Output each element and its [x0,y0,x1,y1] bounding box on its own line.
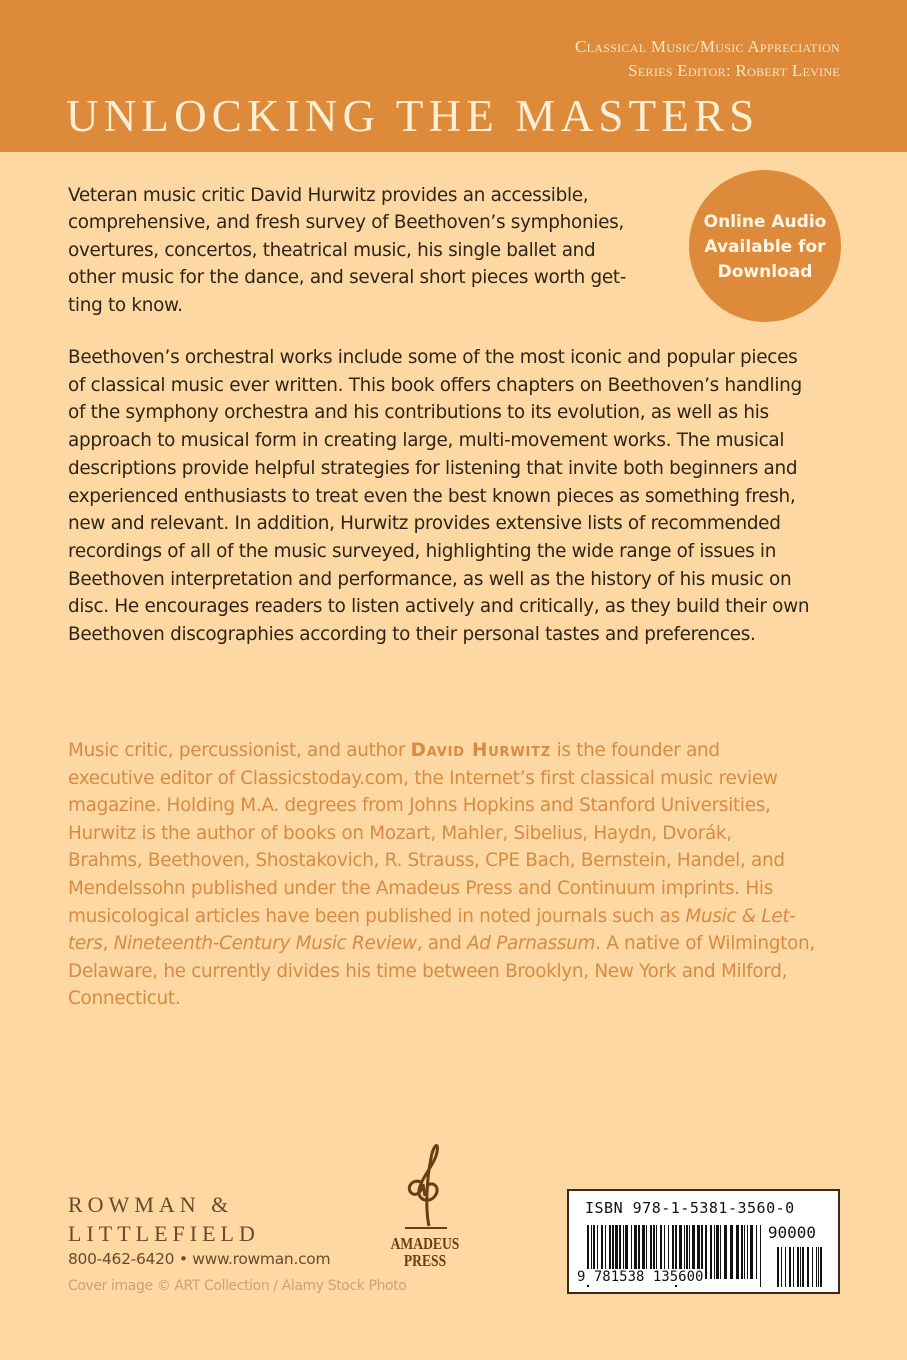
text-line: Veteran music critic David Hurwitz provides an accessible, [68,185,589,206]
text-line: other music for the dance, and several short pieces worth get- [68,267,627,289]
text-line: recordings of all of the music surveyed, highlighting the wide range of issues in [68,540,777,562]
bio-line [68,875,815,903]
publisher-name: LITTLEFIELD [68,1221,260,1246]
bio-line [68,737,815,765]
text-line: ting to know. [68,294,183,316]
barcode-bar [724,1225,727,1279]
bio-line [68,958,815,986]
barcode-bar [781,1247,782,1287]
amadeus-press-logo [380,1138,470,1269]
price-code: 90000 [767,1223,816,1242]
barcode-bar [710,1225,712,1279]
bio-text: Brahms, Beethoven, Shostakovich, R. Strauss, CPE Bach, Bernstein, Handel, and [68,850,785,872]
text-line: overtures, concertos, theatrical music, his single ballet and [68,239,596,261]
barcode-bar [797,1247,799,1287]
barcode-bar [777,1247,779,1287]
bio-text: Nineteenth-Century Music Review [113,933,417,955]
badge-line: Online Audio [703,212,827,232]
text-line: experienced enthusiasts to treat even the best known pieces as something fresh, [68,485,796,507]
text-line: of classical music ever written. This book offers chapters on Beethoven’s handling [68,374,802,396]
barcode-bar [793,1247,794,1287]
category-label: Classical Music/Music Appreciation [574,37,840,56]
text-line: Beethoven interpretation and performance, as well as the history of his music on [68,568,792,590]
badge-line: Available for [704,237,826,257]
bio-text: Ad Parnassum [467,933,596,955]
header-band [0,0,907,152]
barcode-bar [736,1225,739,1279]
bio-text: , and [416,933,468,955]
intro-paragraph [68,182,626,319]
bio-line [68,792,815,820]
bio-line [68,847,815,875]
bio-text: Mendelssohn published under the Amadeus Press and Continuum imprints. His [68,877,773,899]
barcode-bar [820,1247,822,1287]
bio-text: magazine. Holding M.A. degrees from Johns Hopkins and Stanford Universities, [68,795,771,817]
barcode-bar [714,1225,715,1279]
bio-line [68,820,815,848]
text-line: approach to musical form in creating large, multi-movement works. The musical [68,430,785,452]
barcode-bar [716,1225,719,1279]
text-line: descriptions provide helpful strategies for listening that invite both beginners and [68,457,798,479]
barcode-bar [747,1225,748,1279]
badge-line: Download [717,262,813,282]
bio-line [68,930,815,958]
text-line: of the symphony orchestra and his contributions to its evolution, as well as his [68,402,769,424]
isbn-text: ISBN 978-1-5381-3560-0 [585,1199,795,1217]
barcode-bar [800,1247,801,1287]
barcode-bar [744,1225,745,1279]
barcode-bar [785,1247,786,1287]
barcode-bar [741,1225,743,1279]
bio-text: Music critic, percussionist, and author [68,740,411,761]
bio-text: , [102,933,114,955]
isbn-barcode [567,1189,840,1294]
barcode-bar [802,1247,804,1287]
bio-text: ters [68,933,103,955]
barcode-bar [812,1247,813,1287]
barcode-bar [760,1225,761,1287]
cover-credit: Cover image © ART Collection / Alamy Stock Photo [68,1278,407,1294]
publisher-logo [68,1190,330,1268]
bio-text: Connecticut. [68,988,181,1010]
text-line: new and relevant. In addition, Hurwitz provides extensive lists of recommended [68,513,781,535]
publisher-contact: 800-462-6420 • www.rowman.com [68,1250,331,1268]
barcode-bar [818,1247,819,1287]
text-line: Beethoven’s orchestral works include some of the most iconic and popular pieces [68,347,798,368]
bio-text: executive editor of Classicstoday.com, the Internet’s first classical music review [68,767,778,789]
barcode-bar [750,1225,753,1279]
bio-line [68,903,815,931]
author-bio [68,737,815,1013]
barcode-bar [730,1225,733,1279]
bio-text: . A native of Wilmington, [595,933,815,955]
treble-clef-monogram-icon [395,1138,455,1230]
series-editor: Series Editor: Robert Levine [628,61,840,80]
series-title: UNLOCKING THE MASTERS [66,91,760,141]
barcode-bar [807,1247,809,1287]
publisher-name: ROWMAN & [68,1192,234,1217]
bio-text: is the founder and [551,740,720,761]
barcode-bar [789,1247,791,1287]
text-line: disc. He encourages readers to listen actively and critically, as they build their own [68,596,810,618]
barcode-bar [720,1225,721,1279]
bio-text: musicological articles have been published in noted journals such as [68,905,686,927]
author-name: David Hurwitz [410,740,552,761]
bio-line [68,985,815,1013]
bio-line [68,765,815,793]
bio-text: Music & Let- [685,905,796,927]
barcode-bar [816,1247,817,1287]
text-line: comprehensive, and fresh survey of Beethoven’s symphonies, [68,212,624,234]
barcode-bar [756,1225,757,1279]
bio-text: Hurwitz is the author of books on Mozart, Mahler, Sibelius, Haydn, Dvorák, [68,822,732,844]
imprint-name: AMADEUS [390,1234,460,1253]
online-audio-badge [689,170,841,322]
text-line: Beethoven discographies according to their personal tastes and preferences. [68,624,756,646]
imprint-name: PRESS [403,1251,447,1270]
ean-number: 9 781538 135600 [577,1269,704,1285]
description-paragraph [68,344,809,649]
bio-text: Delaware, he currently divides his time between Brooklyn, New York and Milford, [68,960,788,982]
